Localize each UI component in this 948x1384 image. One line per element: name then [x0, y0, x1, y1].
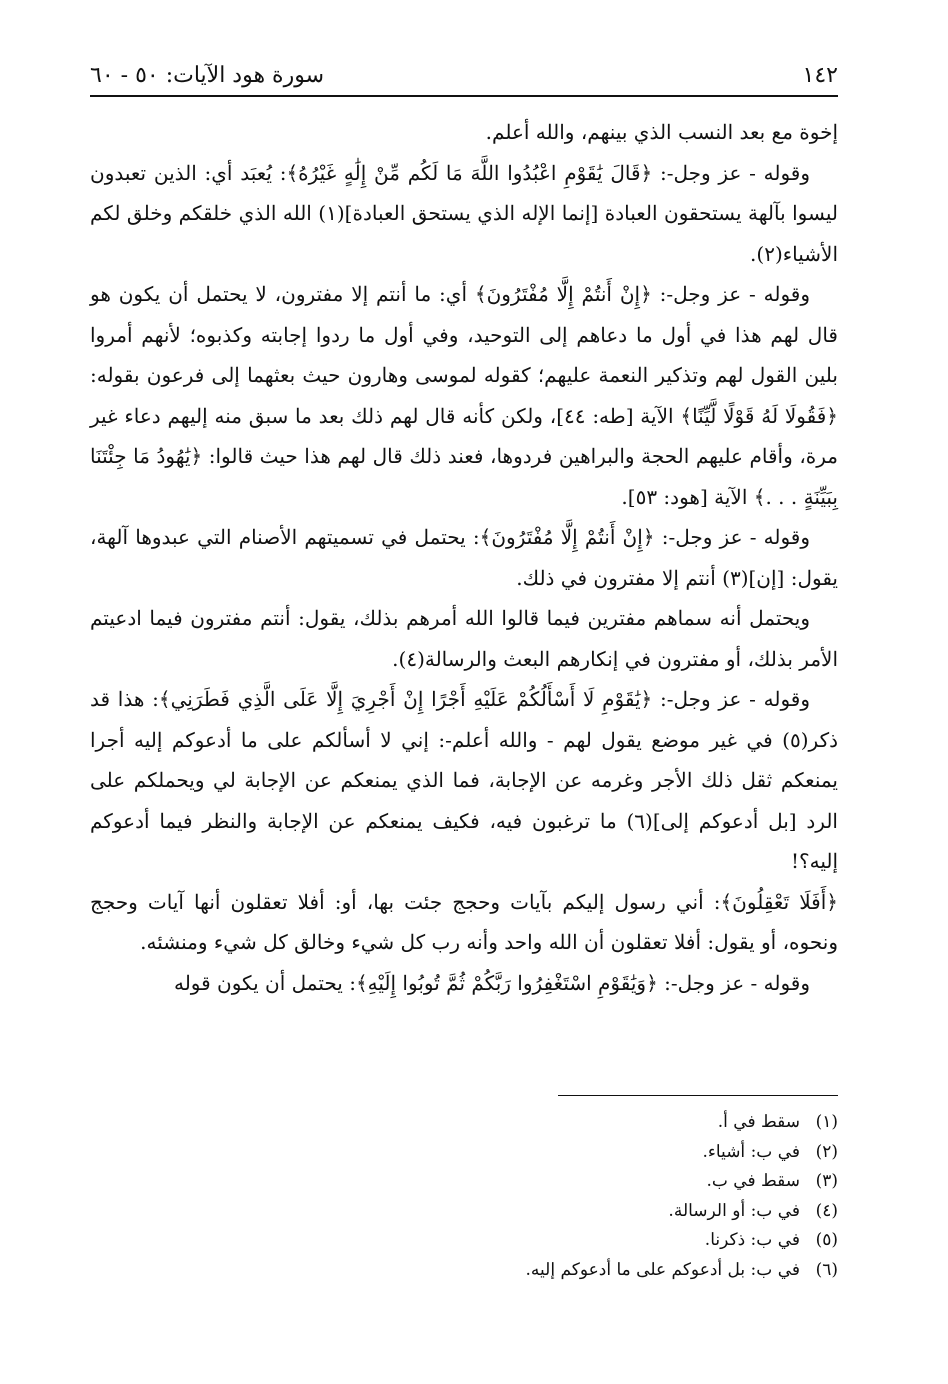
paragraph: وقوله - عز وجل-: ﴿وَيَٰقَوْمِ اسْتَغْفِرُوا رَبَّكُمْ ثُمَّ تُوبُوا إِلَيْهِ﴾: يحتمل أن يكون قوله — [173, 970, 810, 995]
paragraph: وقوله - عز وجل-: ﴿يَٰقَوْمِ لَا أَسْأَلُكُمْ عَلَيْهِ أَجْرًا إِنْ أَجْرِيَ إِلَّا عَلَى الَّذِي فَطَرَنِي﴾: هذا قد ذكر(٥) في غير موضع يقول لهم - والله أعلم-: إني لا أسألكم على ما أدعوكم إليه أجرا يمنعكم ثقل ذلك الأجر وغرمه عن الإجابة، فما الذي يمنعكم عن الإجابة لي ويحملكم على الرد [بل أدعوكم إلى](٦) ما ترغبون فيه، فكيف يمنعكم عن الإجابة والنظر فيما أدعوكم إليه؟! — [90, 687, 838, 873]
footnote — [90, 1108, 838, 1138]
paragraph: ﴿أَفَلَا تَعْقِلُونَ﴾: أني رسول إليكم بآيات وحجج جئت بها، أو: أفلا تعقلون أنها آيات وحجج ونحوه، أو يقول: أفلا تعقلون أن الله واحد وأنه رب كل شيء وخالق كل شيء ومنشئه. — [90, 889, 838, 954]
footnote — [90, 1226, 838, 1256]
footnote — [90, 1138, 838, 1168]
paragraph: وقوله - عز وجل-: ﴿قَالَ يَٰقَوْمِ اعْبُدُوا اللَّهَ مَا لَكُم مِّنْ إِلَٰهٍ غَيْرُهُ﴾: يُعبَد أي: الذين تعبدون ليسوا بآلهة يستحقون العبادة [إنما الإله الذي يستحق العبادة](١) الله الذي خلقكم وخلق لكم الأشياء(٢). — [90, 160, 838, 266]
main-text — [90, 112, 838, 1003]
paragraph: وقوله - عز وجل-: ﴿إِنْ أَنتُمْ إِلَّا مُفْتَرُونَ﴾ أي: ما أنتم إلا مفترون، لا يحتمل أن يكون هو قال لهم هذا في أول ما دعاهم إلى التوحيد، وفي أول ما ردوا إجابته وكذبوه؛ لأنهم أمروا بلين القول لهم وتذكير النعمة عليهم؛ كقوله لموسى وهارون حيث بعثهما إلى فرعون بقوله: ﴿فَقُولَا لَهُ قَوْلًا لَّيِّنًا﴾ الآية [طه: ٤٤]، ولكن كأنه قال لهم ذلك بعد ما سبق منه إليهم دعاء غير مرة، وأقام عليهم الحجة والبراهين فردوها، فعند ذلك قال لهم هذا حيث قالوا: ﴿يَٰهُودُ مَا جِئْتَنَا بِبَيِّنَةٍ . . .﴾ الآية [هود: ٥٣]. — [90, 282, 838, 509]
footnote-number: (٣) — [815, 1171, 838, 1191]
footnote-text: سقط في ب. — [706, 1171, 800, 1191]
footnote-number: (٦) — [815, 1259, 838, 1280]
footnote — [90, 1197, 838, 1227]
footnote — [90, 1167, 838, 1197]
paragraph: إخوة مع بعد النسب الذي بينهم، والله أعلم. — [485, 120, 838, 144]
footnote-text: في ب: أو الرسالة. — [668, 1200, 800, 1221]
footnote-number: (١) — [815, 1112, 838, 1132]
footnote-text: في ب: بل أدعوكم على ما أدعوكم إليه. — [525, 1259, 800, 1280]
paragraph: ويحتمل أنه سماهم مفترين فيما قالوا الله أمرهم بذلك، يقول: أنتم مفترون فيما ادعيتم الأمر بذلك، أو مفترون في إنكارهم البعث والرسالة(٤). — [90, 606, 838, 671]
footnote-text: في ب: أشياء. — [702, 1141, 800, 1162]
footnote-number: (٥) — [815, 1230, 838, 1250]
footnotes — [90, 1108, 838, 1285]
page-number: ١٤٢ — [802, 62, 838, 88]
footnote-number: (٤) — [815, 1200, 838, 1221]
running-title: سورة هود الآيات: ٥٠ - ٦٠ — [90, 62, 325, 88]
header-divider — [90, 95, 838, 97]
footnote-divider — [558, 1095, 838, 1096]
paragraph: وقوله - عز وجل-: ﴿إِنْ أَنتُمْ إِلَّا مُفْتَرُونَ﴾: يحتمل في تسميتهم الأصنام التي عبدوها آلهة، يقول: [إن](٣) أنتم إلا مفترون في ذلك. — [90, 525, 838, 590]
footnote-number: (٢) — [815, 1141, 838, 1162]
page-header — [90, 58, 838, 92]
footnote — [90, 1256, 838, 1286]
footnote-text: سقط في أ. — [717, 1112, 800, 1132]
footnote-text: في ب: ذكرنا. — [704, 1230, 800, 1250]
